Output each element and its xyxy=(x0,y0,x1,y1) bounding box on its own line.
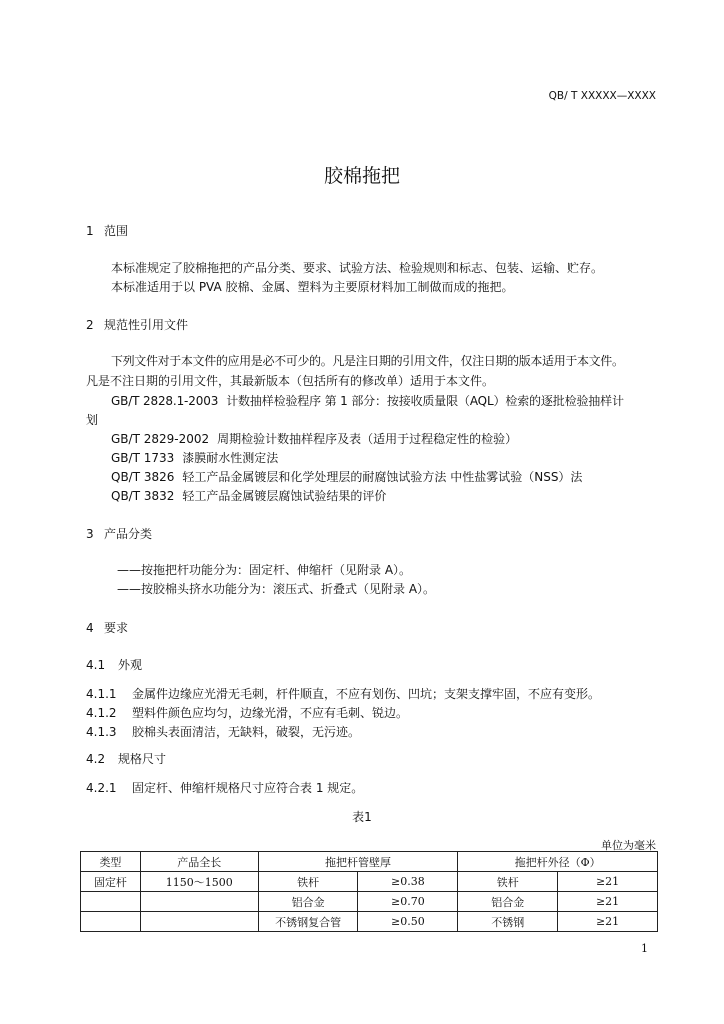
page-number: 1 xyxy=(641,942,648,955)
table-cell-length xyxy=(140,892,258,912)
standard-code: QB/ T XXXXX—XXXX xyxy=(548,90,656,102)
section-1-heading xyxy=(86,222,128,239)
reference-name: 漆膜耐水性测定法 xyxy=(182,451,279,465)
section-number: 3 xyxy=(86,527,94,541)
table-row xyxy=(81,892,658,912)
subsection-4-1-heading xyxy=(86,656,142,673)
subsection-title: 外观 xyxy=(118,658,143,672)
reference-code: QB/T 3832 xyxy=(111,489,175,503)
reference-item xyxy=(111,430,517,447)
reference-item xyxy=(111,468,582,485)
table-cell-diameter: ≥21 xyxy=(558,912,658,932)
reference-name: 轻工产品金属镀层腐蚀试验结果的评价 xyxy=(182,489,387,503)
clause-number: 4.1.3 xyxy=(86,725,117,739)
classification-item: ——按胶棉头挤水功能分为：滚压式、折叠式（见附录 A）。 xyxy=(117,582,436,596)
spec-table xyxy=(80,851,658,932)
section-4-heading xyxy=(86,619,128,636)
section-number: 1 xyxy=(86,224,94,238)
table-cell-thickness: ≥0.70 xyxy=(358,892,458,912)
scope-paragraph-2: 本标准适用于以 PVA 胶棉、金属、塑料为主要原材料加工制做而成的拖把。 xyxy=(111,280,514,294)
subsection-number: 4.1 xyxy=(86,658,106,672)
table-row xyxy=(81,912,658,932)
document-title: 胶棉拖把 xyxy=(323,165,400,187)
reference-item xyxy=(111,392,624,409)
clause-number: 4.1.1 xyxy=(86,687,117,701)
table-header-cell: 拖把杆外径（Φ） xyxy=(458,852,658,872)
clause-text: 塑料件颜色应均匀，边缘光滑，不应有毛刺、锐边。 xyxy=(132,706,409,720)
reference-code: GB/T 2828.1-2003 xyxy=(111,394,219,408)
table-cell-material: 铁杆 xyxy=(458,872,558,892)
scope-paragraph-1: 本标准规定了胶棉拖把的产品分类、要求、试验方法、检验规则和标志、包装、运输、贮存。 xyxy=(111,261,604,275)
table-header-cell: 产品全长 xyxy=(140,852,258,872)
clause-4-1-1 xyxy=(86,685,600,702)
subsection-number: 4.2 xyxy=(86,752,106,766)
table-cell-material: 铁杆 xyxy=(258,872,358,892)
normative-intro-line-2: 凡是不注日期的引用文件，其最新版本（包括所有的修改单）适用于本文件。 xyxy=(86,374,495,388)
clause-4-1-3 xyxy=(86,723,360,740)
section-2-heading xyxy=(86,316,188,333)
reference-item xyxy=(111,449,278,466)
normative-intro-line-1: 下列文件对于本文件的应用是必不可少的。凡是注日期的引用文件，仅注日期的版本适用于本文件。 xyxy=(111,354,624,368)
section-title: 范围 xyxy=(104,224,129,238)
table-cell-type xyxy=(81,912,141,932)
reference-item xyxy=(111,487,386,504)
table-cell-material: 铝合金 xyxy=(458,892,558,912)
reference-code: QB/T 3826 xyxy=(111,470,175,484)
table-row xyxy=(81,872,658,892)
reference-name: 周期检验计数抽样程序及表（适用于过程稳定性的检验） xyxy=(217,432,518,446)
clause-number: 4.1.2 xyxy=(86,706,117,720)
section-title: 规范性引用文件 xyxy=(104,318,189,332)
clause-text: 金属件边缘应光滑无毛刺，杆件顺直，不应有划伤、凹坑；支架支撑牢固，不应有变形。 xyxy=(132,687,601,701)
table-cell-diameter: ≥21 xyxy=(558,892,658,912)
classification-item: ——按拖把杆功能分为：固定杆、伸缩杆（见附录 A）。 xyxy=(117,563,412,577)
table-cell-thickness: ≥0.50 xyxy=(358,912,458,932)
reference-name: 计数抽样检验程序 第 1 部分：按接收质量限（AQL）检索的逐批检验抽样计 xyxy=(226,394,624,408)
clause-4-1-2 xyxy=(86,704,408,721)
subsection-title: 规格尺寸 xyxy=(118,752,167,766)
section-title: 产品分类 xyxy=(104,527,153,541)
table-header-row xyxy=(81,852,658,872)
clause-number: 4.2.1 xyxy=(86,781,117,795)
section-title: 要求 xyxy=(104,621,129,635)
table-cell-length: 1150～1500 xyxy=(140,872,258,892)
table-cell-thickness: ≥0.38 xyxy=(358,872,458,892)
section-3-heading xyxy=(86,525,152,542)
clause-text: 固定杆、伸缩杆规格尺寸应符合表 1 规定。 xyxy=(132,781,364,795)
reference-continuation: 划 xyxy=(86,413,99,427)
reference-code: GB/T 2829-2002 xyxy=(111,432,210,446)
table-cell-material: 不锈钢复合管 xyxy=(258,912,358,932)
table-header-cell: 拖把杆管壁厚 xyxy=(258,852,458,872)
table-cell-type xyxy=(81,892,141,912)
table-cell-type: 固定杆 xyxy=(81,872,141,892)
clause-4-2-1 xyxy=(86,779,363,796)
reference-code: GB/T 1733 xyxy=(111,451,175,465)
section-number: 4 xyxy=(86,621,94,635)
table-caption: 表1 xyxy=(352,810,372,824)
table-cell-material: 铝合金 xyxy=(258,892,358,912)
subsection-4-2-heading xyxy=(86,750,166,767)
table-cell-material: 不锈钢 xyxy=(458,912,558,932)
reference-name: 轻工产品金属镀层和化学处理层的耐腐蚀试验方法 中性盐雾试验（NSS）法 xyxy=(182,470,583,484)
section-number: 2 xyxy=(86,318,94,332)
table-cell-diameter: ≥21 xyxy=(558,872,658,892)
table-header-cell: 类型 xyxy=(81,852,141,872)
clause-text: 胶棉头表面清洁，无缺料，破裂，无污迹。 xyxy=(132,725,361,739)
table-unit-note: 单位为毫米 xyxy=(601,839,656,852)
table-cell-length xyxy=(140,912,258,932)
